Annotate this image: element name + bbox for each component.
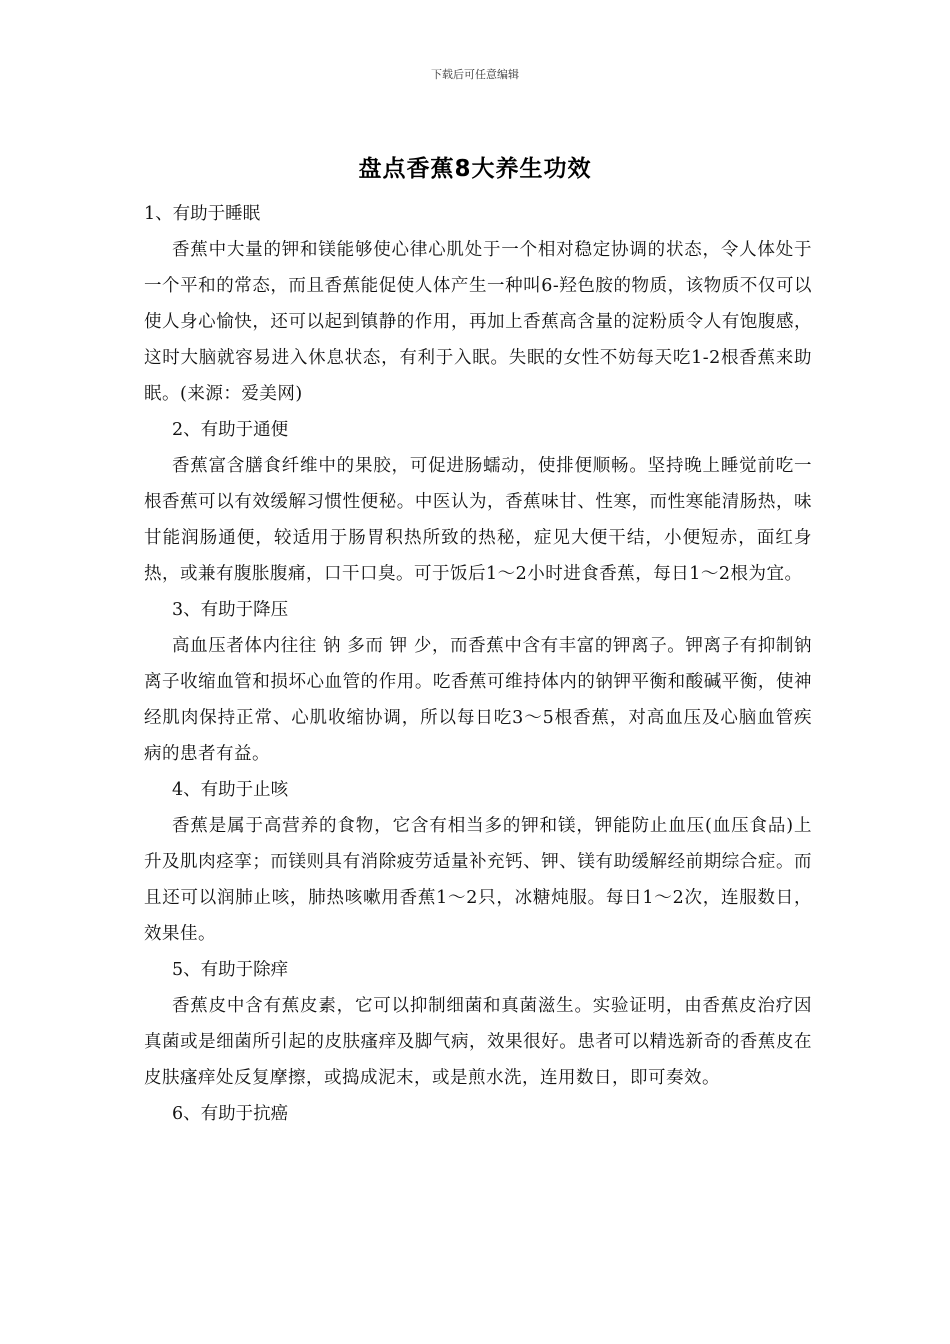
section-heading-2: 2、有助于通便: [172, 420, 289, 440]
section-paragraph-3: 高血压者体内往往 钠 多而 钾 少，而香蕉中含有丰富的钾离子。钾离子有抑制钠离子收缩血管和损坏心血管的作用。吃香蕉可维持体内的钠钾平衡和酸碱平衡，使神经肌肉保持正常、心肌收缩协调，所以每日吃3～5根香蕉，对高血压及心脑血管疾病的患者有益。: [144, 636, 812, 764]
section-paragraph-1: 香蕉中大量的钾和镁能够使心律心肌处于一个相对稳定协调的状态，令人体处于一个平和的常态，而且香蕉能促使人体产生一种叫6-羟色胺的物质，该物质不仅可以使人身心愉快，还可以起到镇静的作用，再加上香蕉高含量的淀粉质令人有饱腹感，这时大脑就容易进入休息状态，有利于入眠。失眠的女性不妨每天吃1-2根香蕉来助眠。(来源：爱美网): [144, 240, 812, 404]
section-paragraph-5: 香蕉皮中含有蕉皮素，它可以抑制细菌和真菌滋生。实验证明，由香蕉皮治疗因真菌或是细菌所引起的皮肤瘙痒及脚气病，效果很好。患者可以精选新奇的香蕉皮在皮肤瘙痒处反复摩擦，或捣成泥末，或是煎水洗，连用数日，即可奏效。: [144, 996, 812, 1088]
page-title: 盘点香蕉8大养生功效: [358, 156, 592, 182]
section-heading-4: 4、有助于止咳: [172, 780, 289, 800]
section-heading-6: 6、有助于抗癌: [172, 1104, 289, 1124]
document-body: [144, 196, 812, 1132]
section-heading-1: 1、有助于睡眠: [144, 204, 261, 224]
section-heading-3: 3、有助于降压: [172, 600, 289, 620]
section-paragraph-4: 香蕉是属于高营养的食物，它含有相当多的钾和镁，钾能防止血压(血压食品)上升及肌肉痉挛；而镁则具有消除疲劳适量补充钙、钾、镁有助缓解经前期综合症。而且还可以润肺止咳，肺热咳嗽用香蕉1～2只，冰糖炖服。每日1～2次，连服数日，效果佳。: [144, 816, 812, 944]
header-note: 下载后可任意编辑: [431, 68, 519, 81]
section-paragraph-2: 香蕉富含膳食纤维中的果胶，可促进肠蠕动，使排便顺畅。坚持晚上睡觉前吃一根香蕉可以有效缓解习惯性便秘。中医认为，香蕉味甘、性寒，而性寒能清肠热，味甘能润肠通便，较适用于肠胃积热所致的热秘，症见大便干结，小便短赤，面红身热，或兼有腹胀腹痛，口干口臭。可于饭后1～2小时进食香蕉，每日1～2根为宜。: [144, 456, 812, 584]
section-heading-5: 5、有助于除痒: [172, 960, 289, 980]
